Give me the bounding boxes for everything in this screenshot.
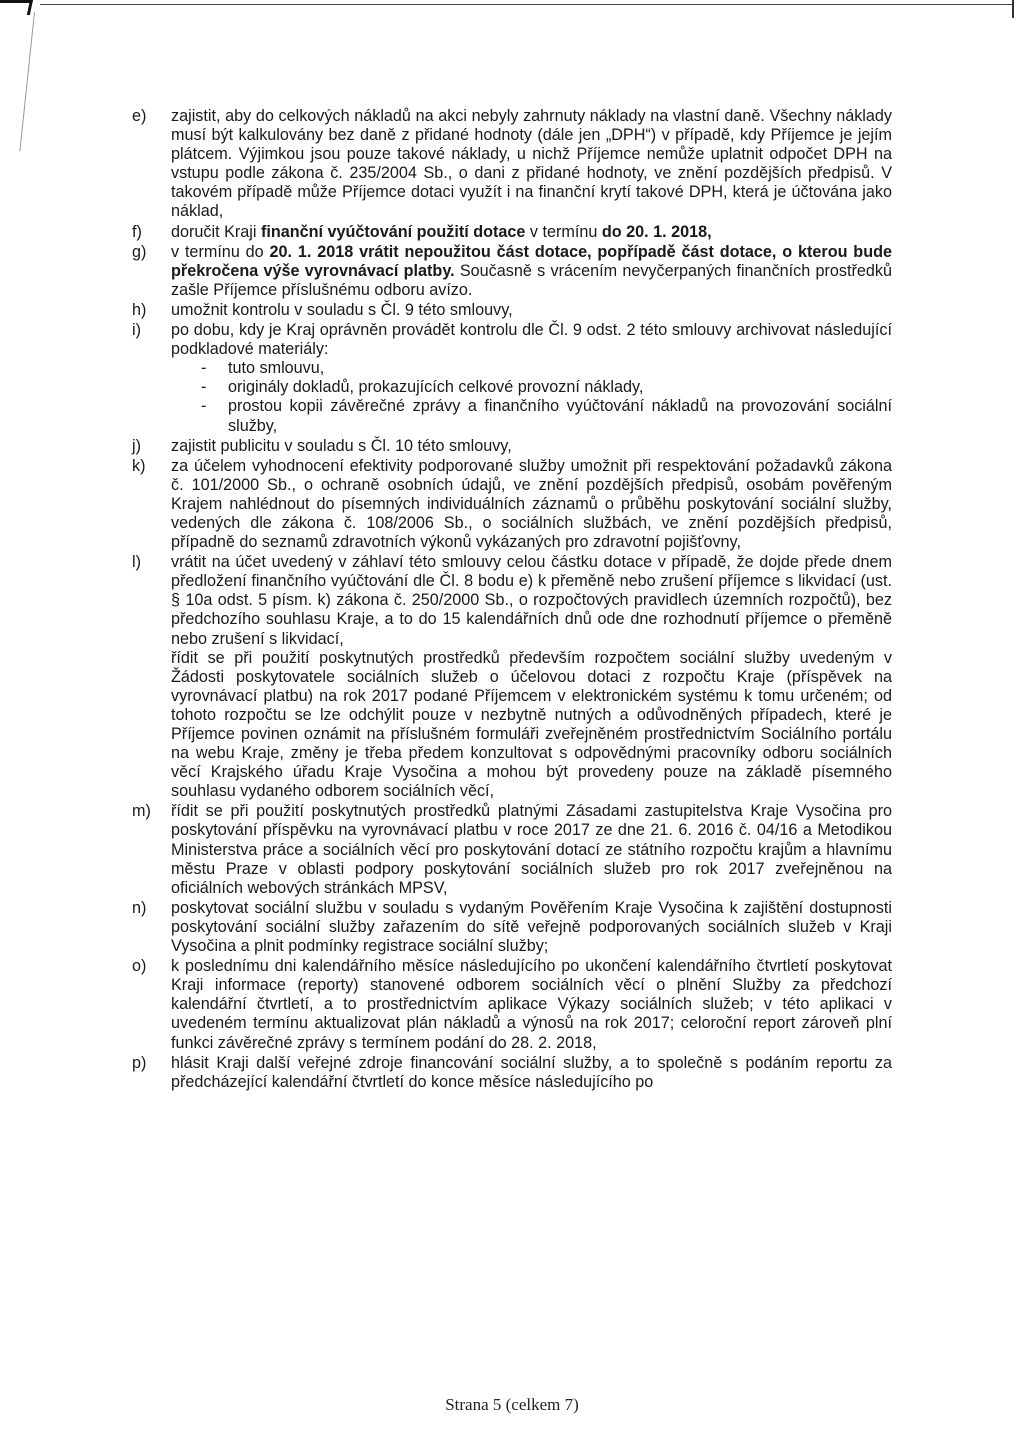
list-item-label: k) xyxy=(132,456,146,475)
paragraph xyxy=(171,649,892,802)
bold-text: finanční vyúčtování použití dotace xyxy=(260,222,526,241)
list-item-text xyxy=(171,301,892,320)
text-run: v termínu xyxy=(525,222,602,241)
sub-list-item xyxy=(171,397,892,435)
list-item xyxy=(132,437,892,456)
list-item-label: j) xyxy=(132,436,141,455)
list-item-label: o) xyxy=(132,957,147,976)
sub-list-item-text: tuto smlouvu, xyxy=(228,359,325,378)
sub-list-item xyxy=(171,359,892,378)
list-item-text xyxy=(171,321,892,436)
document-body xyxy=(132,107,892,1092)
paragraph xyxy=(171,223,892,242)
text-run: zajistit publicitu v souladu s Čl. 10 této smlouvy, xyxy=(171,436,512,455)
list-item-text xyxy=(171,957,892,1052)
list-item-text xyxy=(171,802,892,897)
list-item xyxy=(132,1054,892,1092)
dash-bullet: - xyxy=(201,397,207,416)
list-item-text xyxy=(171,437,892,456)
paragraph xyxy=(171,802,892,897)
sub-list-item-text: originály dokladů, prokazujících celkové provozní náklady, xyxy=(228,378,644,397)
list-item-label: h) xyxy=(132,300,147,319)
list-item xyxy=(132,457,892,552)
text-run: v termínu do xyxy=(171,242,270,261)
list-item xyxy=(132,107,892,222)
list-item-label: m) xyxy=(132,802,151,821)
text-run: řídit se při použití poskytnutých prostředků platnými Zásadami zastupitelstva Kraje Vysočina pro poskytování příspěvku na vyrovnávací platbu v roce 2017 ze dne 21. 6. 2016 č. 04/16 a Metodikou Ministerstva práce a sociálních věcí pro poskytování dotací ze státního rozpočtu krajům a hlavnímu městu Praze v oblasti podpory poskytování sociálních služeb pro rok 2017 zveřejněnou na oficiálních webových stránkách MPSV, xyxy=(171,802,892,897)
paragraph xyxy=(171,437,892,456)
scan-artifact-corner xyxy=(0,0,33,15)
list-item-label: i) xyxy=(132,321,141,340)
list-item xyxy=(132,957,892,1052)
list-item-label: f) xyxy=(132,222,142,241)
text-run: zajistit, aby do celkových nákladů na akci nebyly zahrnuty náklady na vlastní daně. Všechny náklady musí být kalkulovány bez daně z přidané hodnoty (dále jen „DPH“) v případě, kdy Příjemce je jejím plátcem. Výjimkou jsou pouze takové náklady, u nichž Příjemce nemůže uplatnit odpočet DPH na vstupu podle zákona č. 235/2004 Sb., o dani z přidané hodnoty, ve znění pozdějších předpisů. V takovém případě může Příjemce dotaci využít i na finanční krytí takové DPH, která je účtována jako náklad, xyxy=(171,107,892,221)
list-item-text xyxy=(171,553,892,801)
scan-artifact-edge xyxy=(19,12,35,151)
list-item-text xyxy=(171,223,892,242)
text-run: vrátit na účet uvedený v záhlaví této smlouvy celou částku dotace v případě, že dojde přede dnem předložení finančního vyúčtování dle Čl. 8 bodu e) k přeměně nebo zrušení příjemce s likvidací (ust. § 10a odst. 5 písm. k) zákona č. 250/2000 Sb., o rozpočtových pravidlech územních rozpočtů), bez předchozího souhlasu Kraje, a to do 15 kalendářních dnů ode dne rozhodnutí příjemce o přeměně nebo zrušení s likvidací, xyxy=(171,553,892,648)
list-item xyxy=(132,223,892,242)
list-item xyxy=(132,553,892,801)
text-run: po dobu, kdy je Kraj oprávněn provádět kontrolu dle Čl. 9 odst. 2 této smlouvy archivovat následující podkladové materiály: xyxy=(171,321,892,359)
paragraph xyxy=(171,457,892,552)
text-run: řídit se při použití poskytnutých prostředků především rozpočtem sociální služby uvedeným v Žádosti poskytovatele sociálních služeb o účelovou dotaci z rozpočtu Kraje (příspěvek na vyrovnávací platbu) na rok 2017 podané Příjemcem v elektronickém systému k tomu určeném; od tohoto rozpočtu se lze odchýlit pouze v nezbytně nutných a odůvodněných případech, které je Příjemce povinen oznámit na příslušném formuláři zveřejněném prostřednictvím Sociálního portálu na webu Kraje, změny je třeba předem konzultovat s odpovědnými pracovníky odboru sociálních věcí Krajského úřadu Kraje Vysočina a mohou být provedeny pouze na základě písemného souhlasu vydaného odborem sociálních věcí, xyxy=(171,648,892,801)
page-footer: Strana 5 (celkem 7) xyxy=(445,1395,579,1414)
sub-list-item xyxy=(171,378,892,397)
list-item-label: e) xyxy=(132,107,147,125)
text-run: doručit Kraji xyxy=(171,222,261,241)
list-item-label: p) xyxy=(132,1053,147,1072)
list-item-text xyxy=(171,243,892,300)
text-run: umožnit kontrolu v souladu s Čl. 9 této smlouvy, xyxy=(171,300,513,319)
list-item-text xyxy=(171,1054,892,1092)
paragraph xyxy=(171,107,892,222)
paragraph xyxy=(171,957,892,1052)
dash-bullet: - xyxy=(201,359,207,378)
list-item-label: g) xyxy=(132,242,147,261)
paragraph xyxy=(171,899,892,956)
list-item-text xyxy=(171,457,892,552)
list-item-label: l) xyxy=(132,553,141,572)
paragraph xyxy=(171,243,892,300)
bold-text: 20. 1. 2018 vrátit nepoužitou část dotace, popřípadě část dotace, o kterou bude překročena výše vyrovnávací platby. xyxy=(171,242,892,280)
text-run: za účelem vyhodnocení efektivity podporované služby umožnit při respektování požadavků zákona č. 101/2000 Sb., o ochraně osobních údajů, ve znění pozdějších předpisů, osobám pověřeným Krajem nahlédnout do písemných individuálních záznamů o průběhu poskytování sociální služby, vedených dle zákona č. 108/2006 Sb., o sociálních službách, ve znění pozdějších předpisů, případně do seznamů zdravotních výkonů vykázaných pro zdravotní pojišťovny, xyxy=(171,456,892,552)
list-item xyxy=(132,321,892,436)
list-item-text xyxy=(171,107,892,222)
text-run: Současně s vrácením nevyčerpaných finančních prostředků zašle Příjemce příslušnému odboru avízo. xyxy=(171,261,892,299)
paragraph xyxy=(171,1054,892,1092)
list-item xyxy=(132,802,892,897)
dash-bullet: - xyxy=(201,378,207,397)
text-run: hlásit Kraji další veřejné zdroje financování sociální služby, a to společně s podáním reportu za předcházející kalendářní čtvrtletí do konce měsíce následujícího po xyxy=(171,1053,892,1091)
text-run: k poslednímu dni kalendářního měsíce následujícího po ukončení kalendářního čtvrtletí poskytovat Kraji informace (reporty) stanovené odborem sociálních věcí o plnění Služby za předchozí kalendářní čtvrtletí, a to prostřednictvím aplikace Výkazy sociálních služeb; v této aplikaci v uvedeném termínu aktualizovat plán nákladů a výnosů na rok 2017; celoroční report zároveň plní funkci závěrečné zprávy s termínem podání do 28. 2. 2018, xyxy=(171,957,892,1052)
list-item xyxy=(132,301,892,320)
list-item xyxy=(132,243,892,300)
paragraph xyxy=(171,553,892,648)
list-item xyxy=(132,899,892,956)
paragraph xyxy=(171,301,892,320)
bold-text: do 20. 1. 2018, xyxy=(601,222,712,241)
scan-artifact-right-edge xyxy=(1012,0,1014,18)
list-item-label: n) xyxy=(132,898,147,917)
scan-artifact-top-line xyxy=(40,4,1012,5)
sub-list-item-text: prostou kopii závěrečné zprávy a finančního vyúčtování nákladů na provozování sociální služby, xyxy=(228,397,892,435)
list-item-text xyxy=(171,899,892,956)
paragraph xyxy=(171,321,892,359)
text-run: poskytovat sociální službu v souladu s vydaným Pověřením Kraje Vysočina k zajištění dostupnosti poskytování sociální služby zařazením do sítě veřejně podporovaných sociálních služeb v Kraji Vysočina a plnit podmínky registrace sociální služby; xyxy=(171,898,892,956)
